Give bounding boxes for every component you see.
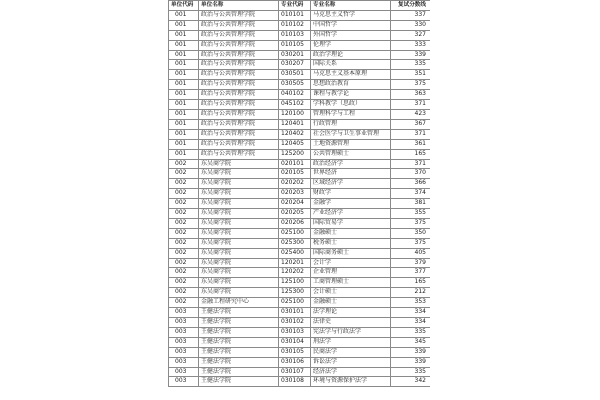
cell-unit-code: 001 (169, 60, 199, 70)
cell-major-code: 030101 (279, 308, 311, 318)
cell-unit-name: 东吴商学院 (199, 288, 279, 298)
cell-unit-name: 王健法学院 (199, 367, 279, 377)
cell-major-name: 公共管理硕士 (311, 149, 391, 159)
cell-unit-code: 002 (169, 288, 199, 298)
cell-score: 337 (391, 10, 431, 20)
cell-major-name: 税务硕士 (311, 238, 391, 248)
table-row (169, 327, 431, 337)
table-row (169, 159, 431, 169)
cell-major-name: 金融硕士 (311, 228, 391, 238)
cell-unit-name: 政治与公共管理学院 (199, 149, 279, 159)
cell-score: 335 (391, 60, 431, 70)
cell-major-name: 政治学理论 (311, 50, 391, 60)
table-row (169, 149, 431, 159)
cell-unit-code: 002 (169, 238, 199, 248)
cell-score: 334 (391, 318, 431, 328)
cell-score: 339 (391, 347, 431, 357)
header-score: 复试分数线 (391, 1, 431, 11)
cell-unit-code: 003 (169, 347, 199, 357)
cell-unit-code: 001 (169, 70, 199, 80)
cell-score: 339 (391, 50, 431, 60)
cell-unit-code: 003 (169, 318, 199, 328)
cell-score: 212 (391, 288, 431, 298)
cell-major-name: 环境与资源保护法学 (311, 377, 391, 387)
cell-major-code: 125200 (279, 149, 311, 159)
cell-unit-code: 003 (169, 327, 199, 337)
table-row (169, 258, 431, 268)
cell-unit-name: 王健法学院 (199, 308, 279, 318)
cell-unit-code: 001 (169, 80, 199, 90)
cell-major-name: 学科教学（思政） (311, 100, 391, 110)
cell-major-code: 030103 (279, 327, 311, 337)
table-row (169, 100, 431, 110)
cell-score: 374 (391, 189, 431, 199)
cell-major-name: 社会医学与卫生事业管理 (311, 129, 391, 139)
cell-major-name: 国际关系 (311, 60, 391, 70)
cell-major-code: 030201 (279, 50, 311, 60)
cell-unit-name: 王健法学院 (199, 377, 279, 387)
cell-unit-name: 东吴商学院 (199, 248, 279, 258)
table-header-row (169, 1, 431, 11)
cell-major-name: 金融硕士 (311, 298, 391, 308)
cell-score: 342 (391, 377, 431, 387)
table-row (169, 169, 431, 179)
cell-unit-name: 东吴商学院 (199, 238, 279, 248)
cell-unit-name: 政治与公共管理学院 (199, 100, 279, 110)
cell-major-code: 120405 (279, 139, 311, 149)
cell-unit-name: 王健法学院 (199, 318, 279, 328)
cell-score: 370 (391, 169, 431, 179)
cell-major-code: 020204 (279, 199, 311, 209)
cell-unit-name: 王健法学院 (199, 337, 279, 347)
cell-unit-name: 东吴商学院 (199, 189, 279, 199)
cell-major-code: 010103 (279, 30, 311, 40)
cell-major-name: 伦理学 (311, 40, 391, 50)
cell-unit-code: 002 (169, 169, 199, 179)
cell-score: 379 (391, 258, 431, 268)
table-row (169, 308, 431, 318)
cell-unit-code: 002 (169, 248, 199, 258)
table-row (169, 377, 431, 387)
cell-score: 345 (391, 337, 431, 347)
cell-major-name: 产业经济学 (311, 209, 391, 219)
table-row (169, 238, 431, 248)
cell-major-code: 120401 (279, 119, 311, 129)
table-row (169, 248, 431, 258)
header-unit-name: 单位名称 (199, 1, 279, 11)
cell-major-code: 120402 (279, 129, 311, 139)
cell-unit-code: 001 (169, 109, 199, 119)
table-row (169, 60, 431, 70)
header-unit-code: 单位代码 (169, 1, 199, 11)
cell-major-code: 040102 (279, 90, 311, 100)
table-row (169, 10, 431, 20)
cell-unit-code: 003 (169, 377, 199, 387)
table-row (169, 318, 431, 328)
cell-major-code: 020205 (279, 209, 311, 219)
cell-unit-code: 002 (169, 228, 199, 238)
cell-unit-code: 001 (169, 30, 199, 40)
cell-score: 353 (391, 298, 431, 308)
table-row (169, 119, 431, 129)
cell-unit-code: 001 (169, 50, 199, 60)
table-row (169, 179, 431, 189)
cell-unit-code: 001 (169, 90, 199, 100)
cell-major-code: 020206 (279, 218, 311, 228)
cell-unit-name: 政治与公共管理学院 (199, 40, 279, 50)
table-row (169, 228, 431, 238)
header-major-name: 专业名称 (311, 1, 391, 11)
cell-unit-code: 003 (169, 367, 199, 377)
cell-unit-name: 政治与公共管理学院 (199, 10, 279, 20)
cell-major-code: 045102 (279, 100, 311, 110)
cell-score: 335 (391, 367, 431, 377)
cell-unit-code: 002 (169, 218, 199, 228)
cell-major-name: 诉讼法学 (311, 357, 391, 367)
cell-unit-name: 政治与公共管理学院 (199, 60, 279, 70)
table-row (169, 189, 431, 199)
cell-unit-code: 001 (169, 100, 199, 110)
table-row (169, 40, 431, 50)
cell-unit-name: 东吴商学院 (199, 268, 279, 278)
cell-unit-code: 001 (169, 119, 199, 129)
cell-major-name: 世界经济 (311, 169, 391, 179)
table-row (169, 288, 431, 298)
cell-unit-code: 002 (169, 189, 199, 199)
cell-major-code: 030107 (279, 367, 311, 377)
cell-unit-code: 002 (169, 199, 199, 209)
cell-major-code: 030207 (279, 60, 311, 70)
cell-score: 350 (391, 228, 431, 238)
cell-major-code: 030501 (279, 70, 311, 80)
cell-major-name: 思想政治教育 (311, 80, 391, 90)
cell-major-name: 工商管理硕士 (311, 278, 391, 288)
cell-major-name: 马克思主义基本原理 (311, 70, 391, 80)
cell-unit-name: 东吴商学院 (199, 169, 279, 179)
cell-unit-name: 金融工程研究中心 (199, 298, 279, 308)
table-row (169, 337, 431, 347)
cell-major-code: 125300 (279, 288, 311, 298)
cell-major-code: 020203 (279, 189, 311, 199)
table-row (169, 209, 431, 219)
table-row (169, 30, 431, 40)
cell-score: 375 (391, 218, 431, 228)
cell-unit-name: 政治与公共管理学院 (199, 20, 279, 30)
cell-major-code: 025100 (279, 228, 311, 238)
table-row (169, 129, 431, 139)
cell-major-code: 030505 (279, 80, 311, 90)
cell-unit-name: 东吴商学院 (199, 209, 279, 219)
cell-score: 423 (391, 109, 431, 119)
cell-major-code: 020202 (279, 179, 311, 189)
table-row (169, 70, 431, 80)
cell-score: 355 (391, 209, 431, 219)
cell-unit-code: 002 (169, 159, 199, 169)
cell-major-code: 025400 (279, 248, 311, 258)
cell-unit-name: 政治与公共管理学院 (199, 80, 279, 90)
score-table-sheet (168, 0, 430, 400)
cell-unit-code: 002 (169, 298, 199, 308)
cell-major-name: 国际贸易学 (311, 218, 391, 228)
cell-unit-code: 001 (169, 10, 199, 20)
cell-score: 351 (391, 70, 431, 80)
cell-score: 363 (391, 90, 431, 100)
cell-unit-name: 政治与公共管理学院 (199, 30, 279, 40)
table-row (169, 298, 431, 308)
cell-unit-code: 002 (169, 278, 199, 288)
cell-unit-code: 001 (169, 149, 199, 159)
cell-major-name: 土地资源管理 (311, 139, 391, 149)
cell-unit-code: 003 (169, 337, 199, 347)
cell-major-name: 政治经济学 (311, 159, 391, 169)
cell-major-name: 民商法学 (311, 347, 391, 357)
cell-unit-name: 东吴商学院 (199, 278, 279, 288)
cell-score: 377 (391, 268, 431, 278)
cell-unit-name: 东吴商学院 (199, 218, 279, 228)
cell-unit-name: 政治与公共管理学院 (199, 70, 279, 80)
cell-unit-code: 003 (169, 308, 199, 318)
cell-score: 334 (391, 308, 431, 318)
table-row (169, 20, 431, 30)
cell-major-name: 课程与教学论 (311, 90, 391, 100)
cell-major-name: 中国哲学 (311, 20, 391, 30)
cell-score: 371 (391, 159, 431, 169)
cell-unit-code: 001 (169, 139, 199, 149)
cell-major-name: 行政管理 (311, 119, 391, 129)
table-row (169, 139, 431, 149)
table-row (169, 218, 431, 228)
cell-unit-name: 王健法学院 (199, 357, 279, 367)
table-row (169, 199, 431, 209)
cell-major-name: 马克思主义哲学 (311, 10, 391, 20)
table-row (169, 50, 431, 60)
cell-unit-code: 002 (169, 268, 199, 278)
table-row (169, 347, 431, 357)
cell-major-name: 刑法学 (311, 337, 391, 347)
table-row (169, 278, 431, 288)
cell-unit-name: 东吴商学院 (199, 228, 279, 238)
table-row (169, 90, 431, 100)
cell-score: 333 (391, 40, 431, 50)
cell-score: 165 (391, 278, 431, 288)
table-row (169, 367, 431, 377)
cell-unit-code: 002 (169, 179, 199, 189)
cell-unit-code: 001 (169, 40, 199, 50)
cell-major-name: 会计学 (311, 258, 391, 268)
table-row (169, 109, 431, 119)
cell-unit-name: 政治与公共管理学院 (199, 139, 279, 149)
cell-score: 327 (391, 30, 431, 40)
cell-score: 366 (391, 179, 431, 189)
cell-unit-name: 政治与公共管理学院 (199, 109, 279, 119)
cell-unit-name: 王健法学院 (199, 347, 279, 357)
cell-score: 405 (391, 248, 431, 258)
cell-score: 371 (391, 129, 431, 139)
cell-unit-name: 政治与公共管理学院 (199, 50, 279, 60)
cell-major-name: 法律史 (311, 318, 391, 328)
cell-major-name: 会计硕士 (311, 288, 391, 298)
table-row (169, 80, 431, 90)
cell-major-code: 020101 (279, 159, 311, 169)
cell-score: 339 (391, 357, 431, 367)
cell-major-name: 经济法学 (311, 367, 391, 377)
cell-unit-code: 003 (169, 357, 199, 367)
cell-major-code: 020105 (279, 169, 311, 179)
cell-unit-name: 政治与公共管理学院 (199, 90, 279, 100)
cell-major-name: 区域经济学 (311, 179, 391, 189)
cell-major-name: 法学理论 (311, 308, 391, 318)
cell-major-code: 030104 (279, 337, 311, 347)
cell-major-code: 120202 (279, 268, 311, 278)
cell-major-code: 010102 (279, 20, 311, 30)
cell-major-name: 金融学 (311, 199, 391, 209)
cell-major-code: 010101 (279, 10, 311, 20)
cell-major-code: 120201 (279, 258, 311, 268)
cell-major-name: 企业管理 (311, 268, 391, 278)
cell-unit-name: 东吴商学院 (199, 179, 279, 189)
cell-major-code: 025100 (279, 298, 311, 308)
cell-major-code: 010105 (279, 40, 311, 50)
cell-score: 375 (391, 80, 431, 90)
cell-unit-name: 东吴商学院 (199, 258, 279, 268)
cell-score: 375 (391, 238, 431, 248)
cell-score: 381 (391, 199, 431, 209)
table-row (169, 268, 431, 278)
cell-unit-code: 002 (169, 209, 199, 219)
cell-unit-code: 002 (169, 258, 199, 268)
cell-unit-name: 东吴商学院 (199, 199, 279, 209)
cell-major-code: 030108 (279, 377, 311, 387)
cell-major-name: 财政学 (311, 189, 391, 199)
cell-major-name: 国际商务硕士 (311, 248, 391, 258)
cell-major-name: 宪法学与行政法学 (311, 327, 391, 337)
cell-score: 330 (391, 20, 431, 30)
cell-score: 165 (391, 149, 431, 159)
cell-score: 367 (391, 119, 431, 129)
cell-score: 335 (391, 327, 431, 337)
cell-unit-code: 001 (169, 20, 199, 30)
cell-unit-name: 政治与公共管理学院 (199, 129, 279, 139)
cell-major-code: 120100 (279, 109, 311, 119)
cell-major-code: 030102 (279, 318, 311, 328)
cell-major-code: 025300 (279, 238, 311, 248)
cell-unit-name: 政治与公共管理学院 (199, 119, 279, 129)
header-major-code: 专业代码 (279, 1, 311, 11)
cell-major-name: 管理科学与工程 (311, 109, 391, 119)
cell-major-code: 030106 (279, 357, 311, 367)
admission-score-table (168, 0, 430, 387)
cell-unit-code: 001 (169, 129, 199, 139)
cell-major-code: 030105 (279, 347, 311, 357)
cell-major-name: 外国哲学 (311, 30, 391, 40)
table-row (169, 357, 431, 367)
cell-unit-name: 东吴商学院 (199, 159, 279, 169)
cell-major-code: 125100 (279, 278, 311, 288)
cell-score: 371 (391, 100, 431, 110)
cell-score: 361 (391, 139, 431, 149)
cell-unit-name: 王健法学院 (199, 327, 279, 337)
